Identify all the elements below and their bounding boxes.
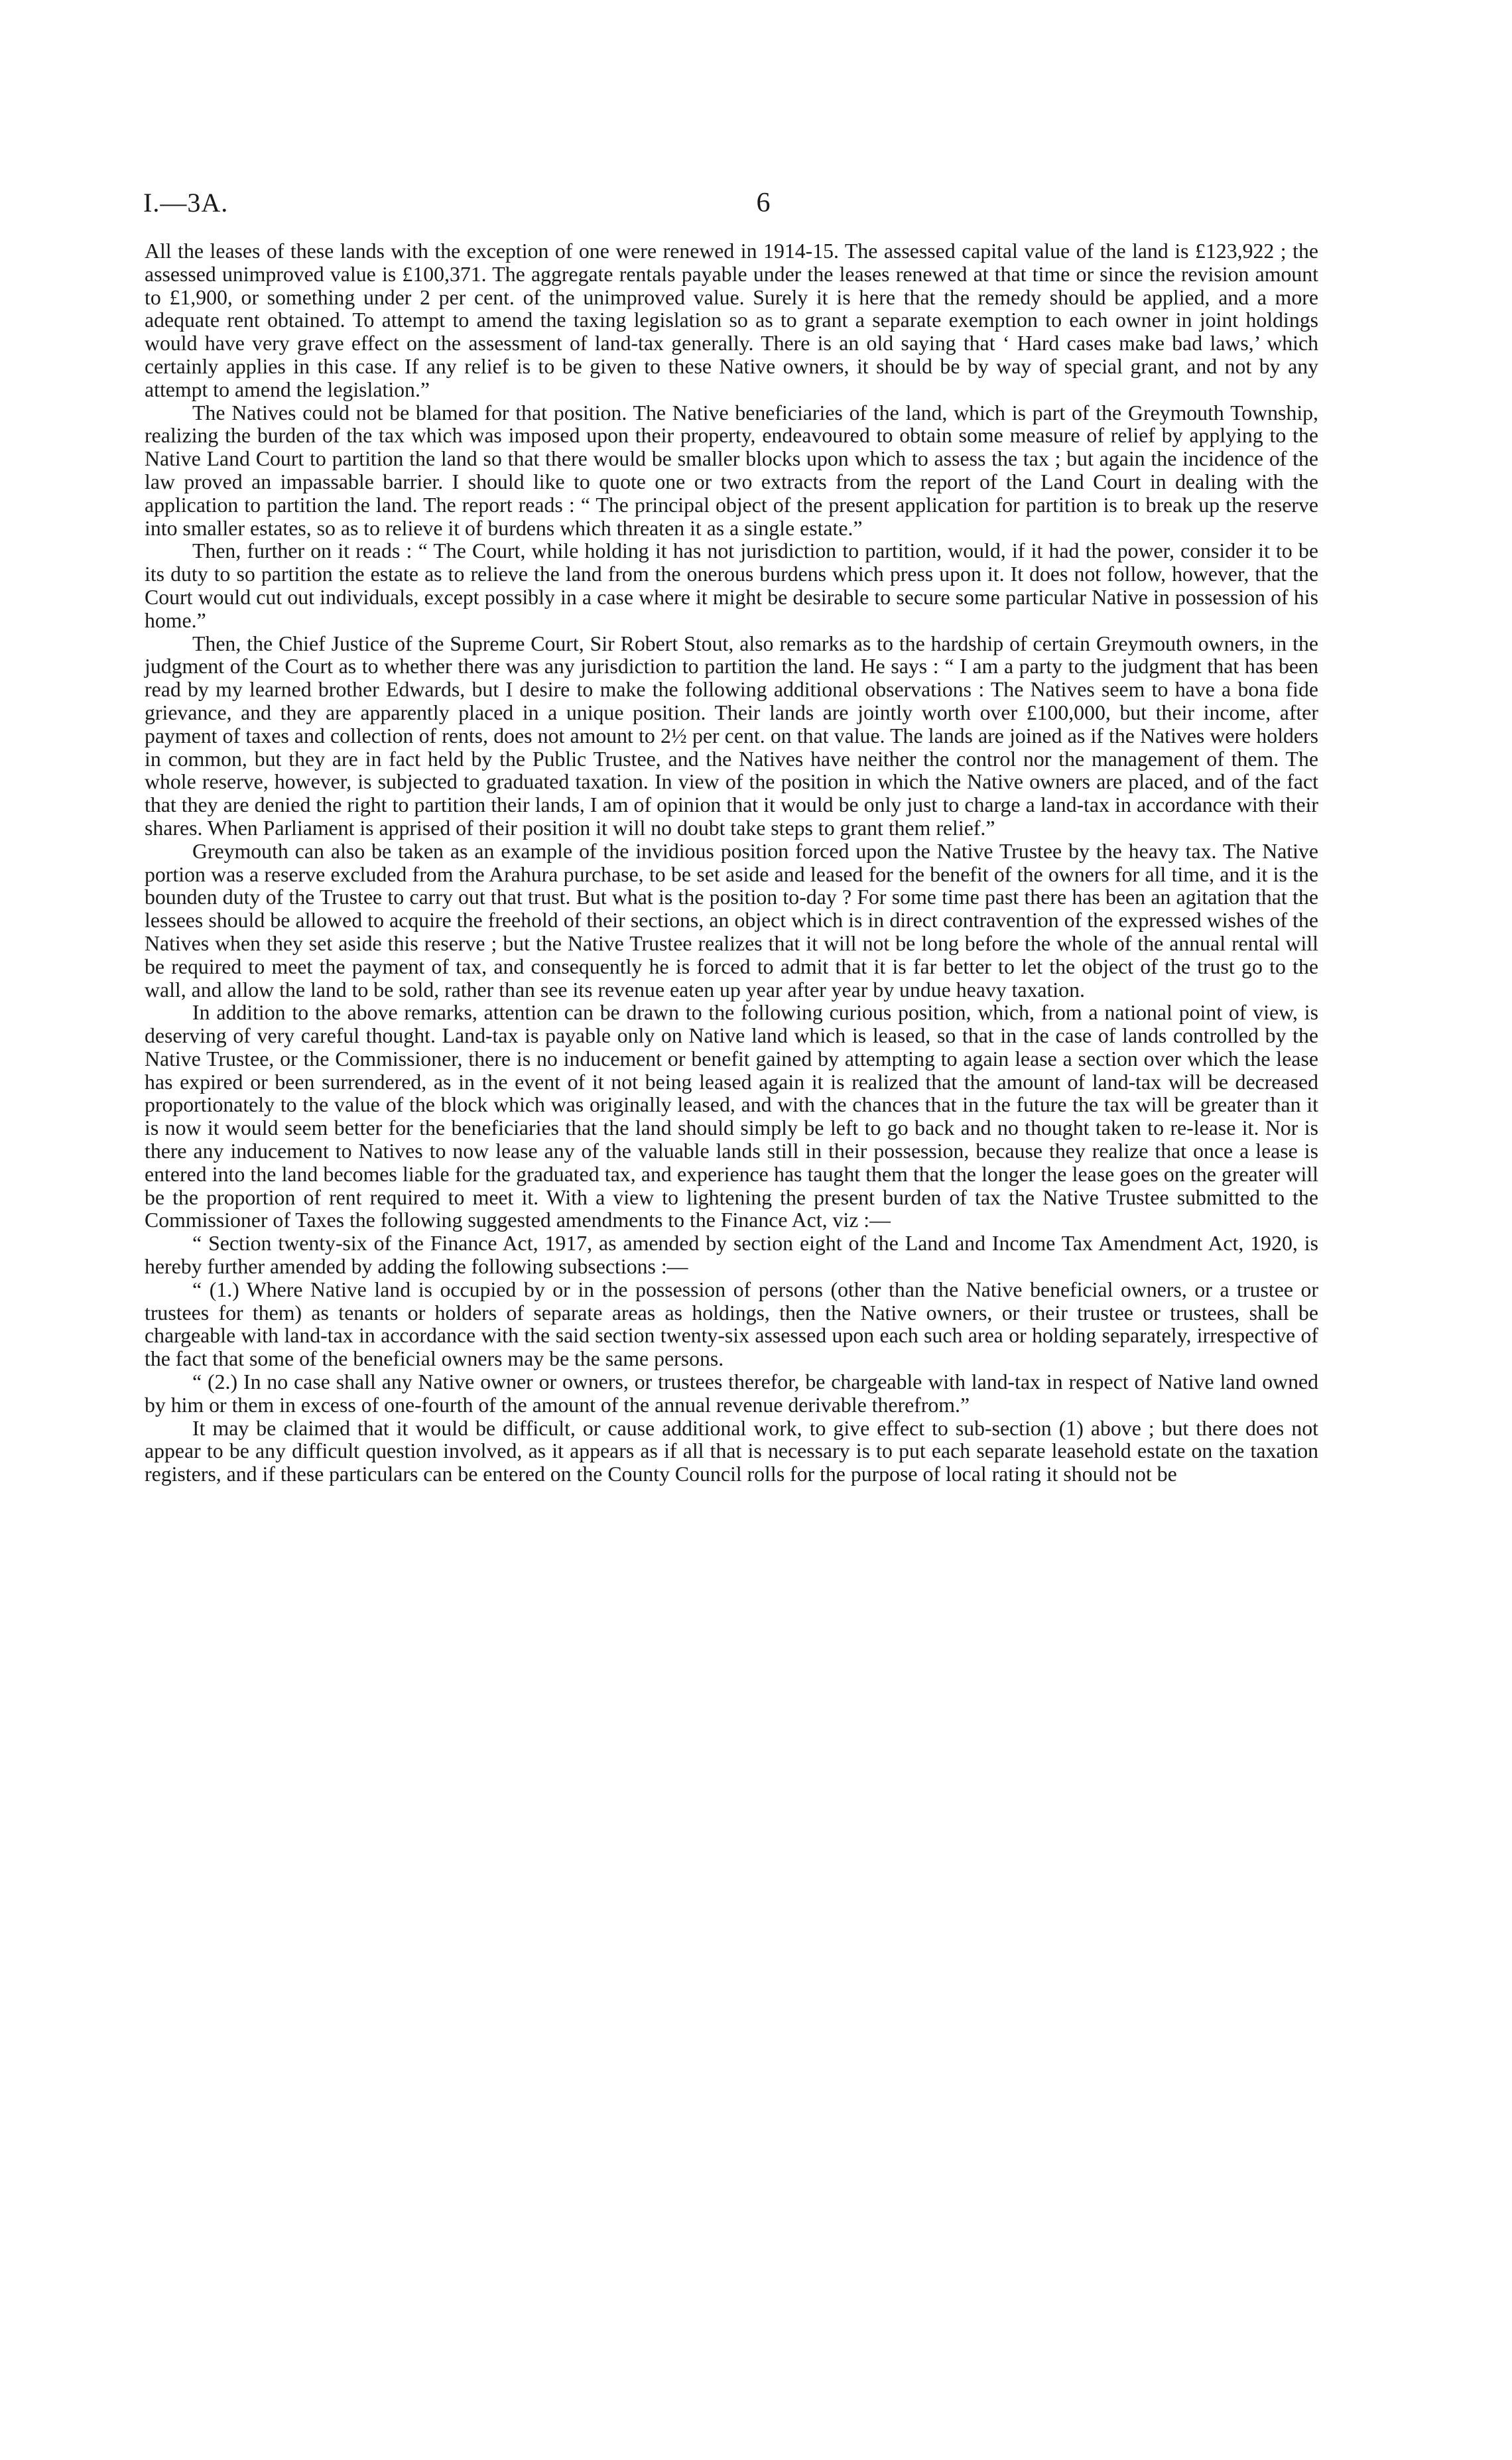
paragraph: “ (2.) In no case shall any Native owner or owners, or trustees therefor, be chargeable with land-tax in respect of Native land owned by him or them in excess of one-fourth of the amount of the annual revenue derivable therefrom.” <box>145 1370 1318 1417</box>
paragraph: Then, further on it reads : “ The Court, while holding it has not jurisdiction to partition, would, if it had the power, consider it to be its duty to so partition the estate as to relieve the land from the onerous burdens which press upon it. It does not follow, however, that the Court would cut out individuals, except possibly in a case where it might be desirable to secure some particular Native in possession of his home.” <box>145 539 1318 632</box>
paragraph: It may be claimed that it would be difficult, or cause additional work, to give effect to sub-section (1) above ; but there does not appear to be any difficult question involved, as it appears as if all that is necessary is to put each separate leasehold estate on the taxation registers, and if these particulars can be entered on the County Council rolls for the purpose of local rating it should not be <box>145 1416 1318 1486</box>
page-number: 6 <box>756 188 771 218</box>
page-header <box>143 187 1383 220</box>
paragraph: Greymouth can also be taken as an example of the invidious position forced upon the Native Trustee by the heavy tax. The Native portion was a reserve excluded from the Arahura purchase, to be set aside and leased for the benefit of the owners for all time, and it is the bounden duty of the Trustee to carry out that trust. But what is the position to-day ? For some time past there has been an agitation that the lessees should be allowed to acquire the freehold of their sections, an object which is in direct contravention of the expressed wishes of the Natives when they set aside this reserve ; but the Native Trustee realizes that it will not be long before the whole of the annual rental will be required to meet the payment of tax, and consequently he is forced to admit that it is far better to let the object of the trust go to the wall, and allow the land to be sold, rather than see its revenue eaten up year after year by undue heavy taxation. <box>145 839 1318 1002</box>
paragraph: Then, the Chief Justice of the Supreme Court, Sir Robert Stout, also remarks as to the hardship of certain Greymouth owners, in the judgment of the Court as to whether there was any jurisdiction to partition the land. He says : “ I am a party to the judgment that has been read by my learned brother Edwards, but I desire to make the following additional observations : The Natives seem to have a bona fide grievance, and they are apparently placed in a unique position. Their lands are jointly worth over £100,000, but their income, after payment of taxes and collection of rents, does not amount to 2½ per cent. on that value. The lands are joined as if the Natives were holders in common, but they are in fact held by the Public Trustee, and the Natives have neither the control nor the management of them. The whole reserve, however, is subjected to graduated taxation. In view of the position in which the Native owners are placed, and of the fact that they are denied the right to partition their lands, I am of opinion that it would be only just to charge a land-tax in accordance with their shares. When Parliament is apprised of their position it will no doubt take steps to grant them relief.” <box>145 631 1318 840</box>
paragraph: All the leases of these lands with the exception of one were renewed in 1914-15. The assessed capital value of the land is £123,922 ; the assessed unimproved value is £100,371. The aggregate rentals payable under the leases renewed at that time or since the revision amount to £1,900, or something under 2 per cent. of the unimproved value. Surely it is here that the remedy should be applied, and a more adequate rent obtained. To attempt to amend the taxing legislation so as to grant a separate exemption to each owner in joint holdings would have very grave effect on the assessment of land-tax generally. There is an old saying that ‘ Hard cases make bad laws,’ which certainly applies in this case. If any relief is to be given to these Native owners, it should be by way of special grant, and not by any attempt to amend the legislation.” <box>145 239 1318 401</box>
document-reference: I.—3A. <box>143 188 229 218</box>
body-text <box>145 240 1318 1486</box>
paragraph: “ (1.) Where Native land is occupied by or in the possession of persons (other than the Native beneficial owners, or a trustee or trustees for them) as tenants or holders of separate areas as holdings, then the Native owners, or their trustee or trustees, shall be chargeable with land-tax in accordance with the said section twenty-six assessed upon each such area or holding separately, irrespective of the fact that some of the beneficial owners may be the same persons. <box>145 1277 1318 1371</box>
paragraph: The Natives could not be blamed for that position. The Native beneficiaries of the land, which is part of the Greymouth Township, realizing the burden of the tax which was imposed upon their property, endeavoured to obtain some measure of relief by applying to the Native Land Court to partition the land so that there would be smaller blocks upon which to assess the tax ; but again the incidence of the law proved an impassable barrier. I should like to quote one or two extracts from the report of the Land Court in dealing with the application to partition the land. The report reads : “ The principal object of the present application for partition is to break up the reserve into smaller estates, so as to relieve it of burdens which threaten it as a single estate.” <box>145 401 1318 540</box>
paragraph: In addition to the above remarks, attention can be drawn to the following curious position, which, from a national point of view, is deserving of very careful thought. Land-tax is payable only on Native land which is leased, so that in the case of lands controlled by the Native Trustee, or the Commissioner, there is no inducement or benefit gained by attempting to again lease a section over which the lease has expired or been surrendered, as in the event of it not being leased again it is realized that the amount of land-tax will be decreased proportionately to the value of the block which was originally leased, and with the chances that in the future the tax will be greater than it is now it would seem better for the beneficiaries that the land should simply be left to go back and no thought taken to re-lease it. Nor is there any inducement to Natives to now lease any of the valuable lands still in their possession, because they realize that once a lease is entered into the land becomes liable for the graduated tax, and experience has taught them that the longer the lease goes on the greater will be the proportion of rent required to meet it. With a view to lightening the present burden of tax the Native Trustee submitted to the Commissioner of Taxes the following suggested amendments to the Finance Act, viz :— <box>145 1001 1318 1232</box>
paragraph: “ Section twenty-six of the Finance Act, 1917, as amended by section eight of the Land and Income Tax Amendment Act, 1920, is hereby further amended by adding the following subsections :— <box>145 1232 1318 1279</box>
